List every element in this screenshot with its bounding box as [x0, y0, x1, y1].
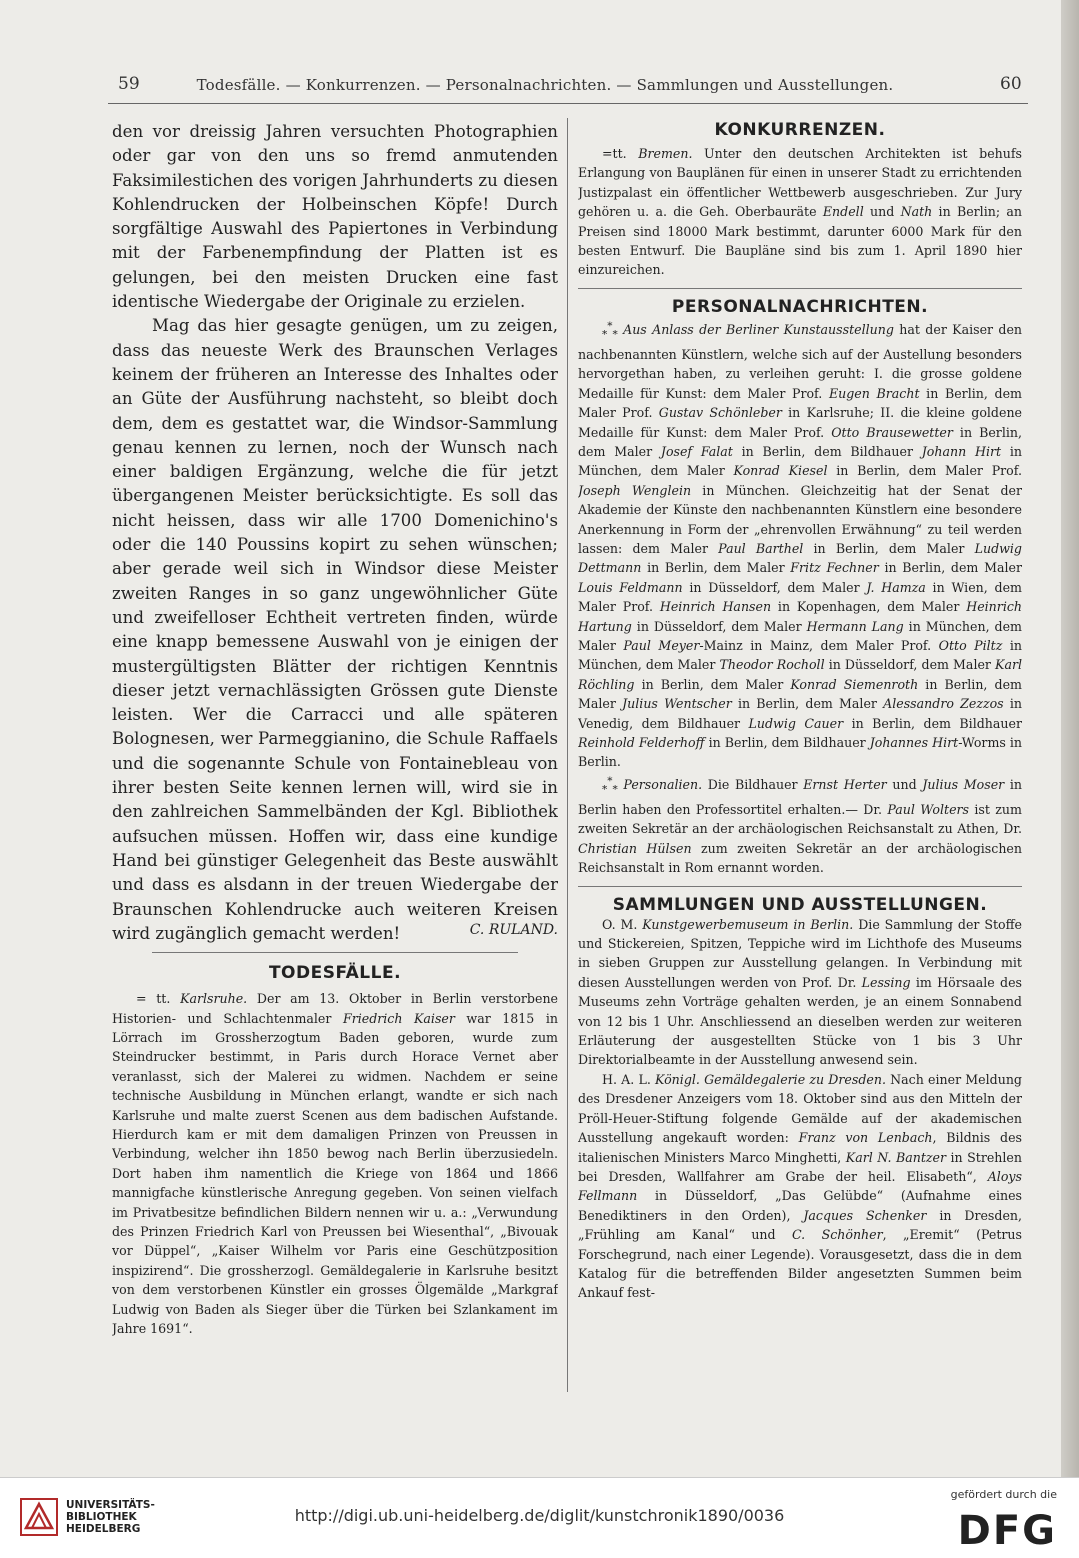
- column-divider: [567, 118, 568, 1392]
- competition-text: in Berlin; an Preisen sind 18000 Mark bestimmt, darunter 6000 Mark für den besten Entwurf. Die Baupläne sind bis zum 1. April 1890 hier einzureichen.: [578, 204, 1022, 278]
- obituary-text: Der am 13. Oktober in Berlin verstorbene Historien- und Schlachtenmaler: [112, 991, 558, 1026]
- competition-place: Bremen.: [638, 146, 693, 161]
- page-edge: [1061, 0, 1079, 1477]
- section-heading-sammlungen: SAMMLUNGEN UND AUSSTELLUNGEN.: [612, 894, 988, 915]
- competition-name: Endell: [822, 204, 864, 220]
- page-number-right: 60: [1000, 74, 1022, 94]
- competition-text: Unter den deutschen Architekten ist behufs Erlangung von Bauplänen für einen in unserer Stadt zu errichtenden Justizpalast ein öffentlicher Wettbewerb ausgeschrieben. Zur Jury gehören u. a. die Geh. Oberbauräte: [578, 146, 1022, 220]
- right-column: [578, 120, 1022, 1303]
- author-signature: C. RULAND.: [469, 922, 558, 939]
- library-name-line: HEIDELBERG: [66, 1523, 141, 1535]
- permalink-url[interactable]: http://digi.ub.uni-heidelberg.de/diglit/kunstchronik1890/0036: [294, 1506, 785, 1525]
- library-name-line: BIBLIOTHEK: [66, 1511, 137, 1523]
- dfg-logo[interactable]: DFG: [957, 1508, 1057, 1554]
- running-title: Todesfälle. — Konkurrenzen. — Personalnachrichten. — Sammlungen und Ausstellungen.: [196, 76, 894, 94]
- section-separator: [152, 952, 518, 953]
- obituary-text: war 1815 in Lörrach im Grossherzogtum Baden geboren, wurde zum Steindrucker bestimmt, in Paris durch Horace Vernet aber veranlasst, sich der Malerei zu widmen. Nachdem er seine technische Ausbildung in München erlangt, wandte er sich nach Karlsruhe und malte zuerst Scenen aus dem badischen Aufstande. Hierdurch kam er mit dem damaligen Prinzen von Preussen in Verbindung, welcher ihn 1850 bewog nach Berlin überzusiedeln. Dort haben ihm namentlich die Kriege von 1864 und 1866 mannigfache künstlerische Anregung gegeben. Von seinen vielfach im Privatbesitze befindlichen Bildern nennen wir u. a.: „Verwundung des Prinzen Friedrich Karl von Preussen bei Wiesenthal“, „Bivouak vor Düppel“, „Kaiser Wilhelm vor Paris eine Geschützposition inspizirend“. Die grossherzogl. Gemäldegalerie in Karlsruhe besitzt von dem verstorbenen Künstler ein grosses Ölgemälde „Markgraf Ludwig von Baden als Sieger über die Türken bei Szlankament im Jahre 1691“.: [112, 1010, 558, 1336]
- competition-name: Nath: [900, 204, 933, 220]
- viewer-footer: [0, 1477, 1079, 1558]
- library-name-line: UNIVERSITÄTS-: [66, 1499, 155, 1511]
- section-separator: [578, 886, 1022, 887]
- competition-text: und: [863, 204, 901, 220]
- page-number-left: 59: [118, 74, 140, 94]
- personal-news-paragraph: $_*$*$_*$ Personalien. Die Bildhauer Ernst Herter und Julius Moser in Berlin haben den Professortitel erhalten.— Dr. Paul Wolters ist zum zweiten Sekretär an der archäologischen Reichsanstalt zu Athen, Dr. Christian Hülsen zum zweiten Sekretär an der archäologischen Reichsanstalt in Rom ernannt worden.: [578, 774, 1022, 876]
- left-column: [112, 120, 558, 1338]
- collections-paragraph: H. A. L. Königl. Gemäldegalerie zu Dresden. Nach einer Meldung des Dresdener Anzeigers vom 18. Oktober sind aus den Mitteln der Pröll-Heuer-Stiftung folgende Gemälde auf der akademischen Ausstellung angekauft worden: Franz von Lenbach, Bildnis des italienischen Ministers Marco Minghetti, Karl N. Bantzer in Strehlen bei Dresden, Wallfahrer am Grabe der heil. Elisabeth“, Aloys Fellmann in Düsseldorf, „Das Gelübde“ (Aufnahme eines Benediktiners in den Orden), Jacques Schenker in Dresden, „Frühling am Kanal“ und C. Schönher, „Eremit“ (Petrus Forschegrund, nach einer Legende). Vorausgesetzt, dass die in dem Katalog für die betreffenden Bilder angesetzten Summen beim Ankauf fest-: [578, 1071, 1022, 1301]
- sponsor-label: gefördert durch die: [950, 1488, 1057, 1501]
- header-rule: [108, 103, 1028, 104]
- obituary-marker: = tt.: [136, 991, 181, 1007]
- competition-paragraph: [578, 144, 1022, 280]
- collections-paragraph: O. M. Kunstgewerbemuseum in Berlin. Die Sammlung der Stoffe und Stickereien, Spitzen, Teppiche wird im Lichthofe des Museums in sieben Gruppen zur Ausstellung gelangen. In Verbindung mit diesen Ausstellungen werden von Prof. Dr. Lessing im Hörsaale des Museums zehn Vorträge gehalten werden, je an einem Sonnabend von 12 bis 1 Uhr. Anschliessend an dieselben werden zur weiteren Erläuterung der ausgestellten Stücke von 1 bis 3 Uhr Direktorialbeamte in der Ausstellung anwesend sein.: [578, 916, 1022, 1068]
- personal-news-paragraph: $_*$*$_*$ Aus Anlass der Berliner Kunstausstellung hat der Kaiser den nachbenannten Künstlern, welche sich auf der Austellung besonders hervorgethan haben, zu verleihen geruht: I. die grosse goldene Medaille für Kunst: dem Maler Prof. Eugen Bracht in Berlin, dem Maler Prof. Gustav Schönleber in Karlsruhe; II. die kleine goldene Medaille für Kunst: dem Maler Prof. Otto Brausewetter in Berlin, dem Maler Josef Falat in Berlin, dem Bildhauer Johann Hirt in München, dem Maler Konrad Kiesel in Berlin, dem Maler Prof. Joseph Wenglein in München. Gleichzeitig hat der Senat der Akademie der Künste den nachbenannten Künstlern eine besondere Anerkennung in Form der „ehrenvollen Erwähnung“ zu teil werden lassen: dem Maler Paul Barthel in Berlin, dem Maler Ludwig Dettmann in Berlin, dem Maler Fritz Fechner in Berlin, dem Maler Louis Feldmann in Düsseldorf, dem Maler J. Hamza in Wien, dem Maler Prof. Heinrich Hansen in Kopenhagen, dem Maler Heinrich Hartung in Düsseldorf, dem Maler Hermann Lang in München, dem Maler Paul Meyer-Mainz in Mainz, dem Maler Prof. Otto Piltz in München, dem Maler Theodor Rocholl in Düsseldorf, dem Maler Karl Röchling in Berlin, dem Maler Konrad Siemenroth in Berlin, dem Maler Julius Wentscher in Berlin, dem Maler Alessandro Zezzos in Venedig, dem Bildhauer Ludwig Cauer in Berlin, dem Bildhauer Reinhold Felderhoff in Berlin, dem Bildhauer Johannes Hirt-Worms in Berlin.: [578, 319, 1022, 770]
- section-heading-todesfaelle: TODESFÄLLE.: [268, 963, 402, 984]
- obituary-paragraph: [112, 989, 558, 1338]
- article-paragraph: den vor dreissig Jahren versuchten Photographien oder gar von den uns so fremd anmutenden Faksimilestichen des vorigen Jahrhunderts zu diesen Kohlendrucken der Holbeinschen Köpfe! Durch sorgfältige Auswahl des Papiertones in Verbindung mit der Farbenempfindung der Platten ist es gelungen, bei den meisten Drucken eine fast identische Wiedergabe der Originale zu erzielen.: [112, 122, 558, 312]
- section-separator: [578, 288, 1022, 289]
- section-heading-konkurrenzen: KONKURRENZEN.: [714, 120, 886, 140]
- obituary-place: Karlsruhe.: [180, 991, 248, 1007]
- obituary-name: Friedrich Kaiser: [342, 1010, 455, 1026]
- competition-marker: =tt.: [602, 146, 639, 161]
- section-heading-personalnachrichten: PERSONALNACHRICHTEN.: [671, 296, 929, 317]
- article-paragraph: Mag das hier gesagte genügen, um zu zeigen, dass das neueste Werk des Braunschen Verlages keinem der früheren an Interesse des Inhaltes oder an Güte der Ausführung nachsteht, so bleibt doch dem, dem es gestattet war, die Windsor-Sammlung genau kennen zu lernen, noch der Wunsch nach einer baldigen Ergänzung, welche die für jetzt übergangenen Meister berücksichtigte. Es soll das nicht heissen, dass wir alle 1700 Domenichino's oder die 140 Poussins kopirt zu sehen wünschen; aber gerade weil sich in Windsor diese Meister zweiten Ranges in so ganz ungewöhnlicher Güte und zweifelloser Echtheit vertreten finden, würde eine knapp bemessene Auswahl von je einigen der mustergültigsten Blätter der richtigen Kenntnis dieser jetzt vernachlässigten Grössen gute Dienste leisten. Wer die Carracci und alle späteren Bolognesen, wer Parmeggianino, die Schule Raffaels und die sogenannte Schule von Fontainebleau von ihrer besten Seite kennen lernen will, wird sie in den zahlreichen Sammelbänden der Kgl. Bibliothek aufsuchen müssen. Hoffen wir, dass eine kundige Hand bei günstiger Gelegenheit das Beste auswählt und dass es alsdann in der treuen Wiedergabe der Braunschen Kohlendrucke auch weiteren Kreisen wird zugänglich gemacht werden!: [112, 316, 558, 943]
